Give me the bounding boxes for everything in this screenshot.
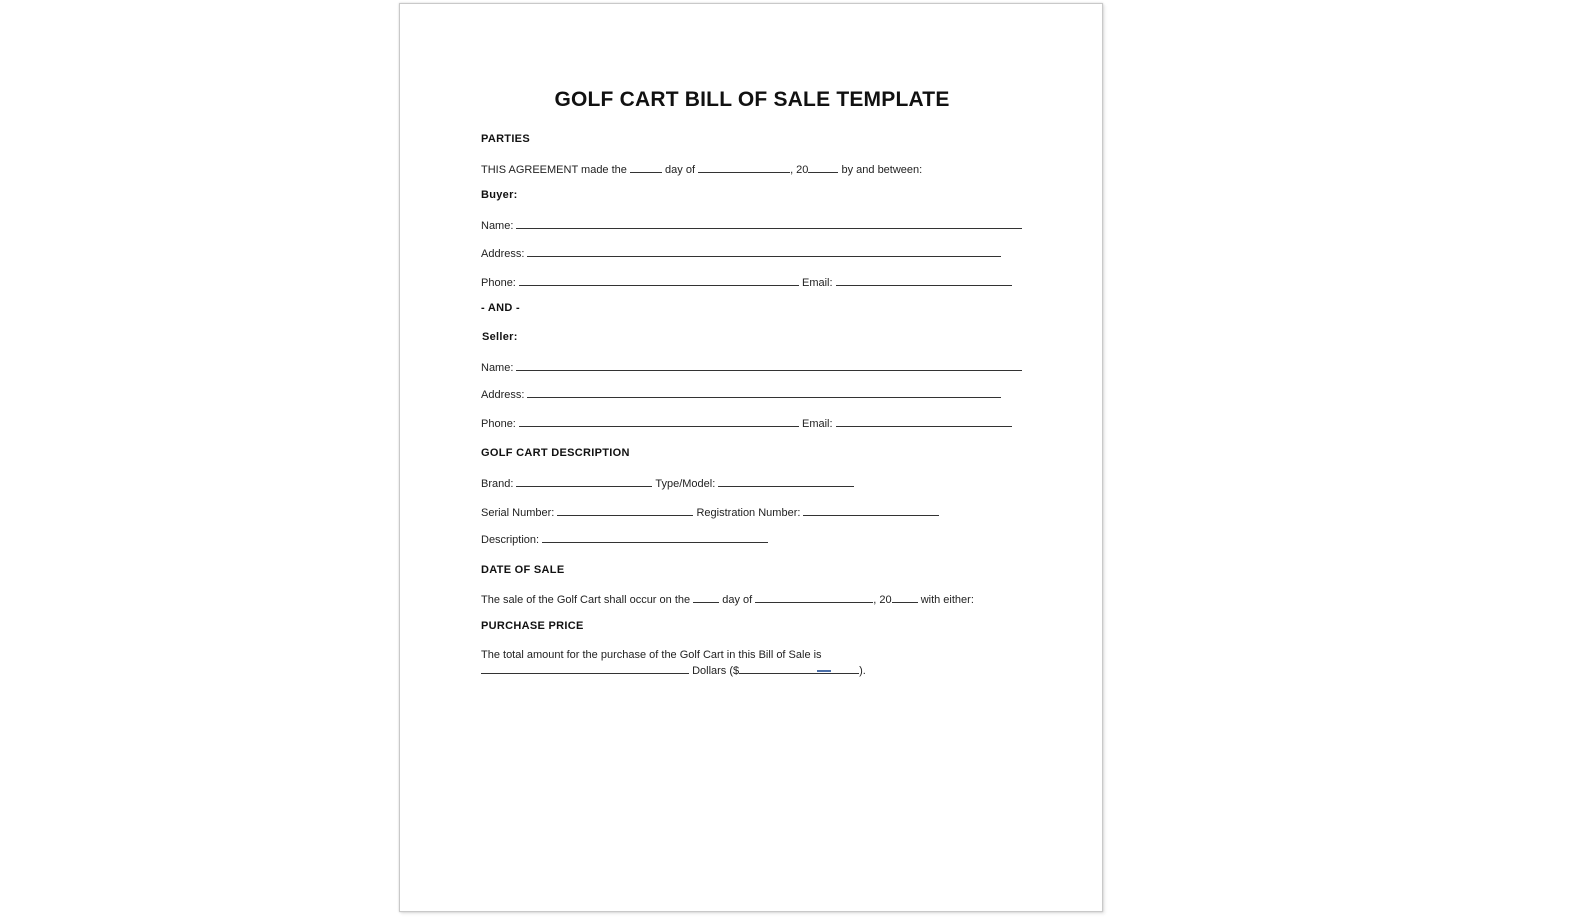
buyer-email-field[interactable] bbox=[836, 274, 1012, 286]
buyer-contact-line bbox=[481, 274, 1012, 290]
amount-number-field[interactable] bbox=[739, 662, 859, 674]
seller-name-field[interactable] bbox=[516, 359, 1022, 371]
dollars-label: Dollars ($ bbox=[692, 665, 740, 677]
date-of-sale-heading: DATE OF SALE bbox=[481, 564, 565, 576]
description-field[interactable] bbox=[542, 531, 768, 543]
document-title: GOLF CART BILL OF SALE TEMPLATE bbox=[554, 88, 950, 111]
brand-label: Brand: bbox=[481, 478, 514, 490]
agreement-year-prefix: , 20 bbox=[790, 164, 809, 176]
buyer-email-label: Email: bbox=[802, 277, 833, 289]
seller-address-line bbox=[481, 386, 1001, 402]
agreement-day-of: day of bbox=[665, 164, 695, 176]
seller-phone-label: Phone: bbox=[481, 418, 516, 430]
seller-email-label: Email: bbox=[802, 418, 833, 430]
brand-model-line bbox=[481, 475, 854, 491]
seller-phone-field[interactable] bbox=[519, 415, 799, 427]
sale-date-line bbox=[481, 591, 974, 607]
description-label: Description: bbox=[481, 534, 540, 546]
agreement-year-field[interactable] bbox=[808, 161, 838, 173]
sale-date-suffix: with either: bbox=[920, 594, 974, 606]
buyer-address-field[interactable] bbox=[527, 245, 1001, 257]
sale-day-of: day of bbox=[722, 594, 753, 606]
agreement-day-field[interactable] bbox=[630, 161, 662, 173]
type-model-field[interactable] bbox=[718, 475, 854, 487]
and-separator: - AND - bbox=[481, 302, 520, 314]
purchase-price-heading: PURCHASE PRICE bbox=[481, 620, 584, 632]
seller-address-label: Address: bbox=[481, 389, 525, 401]
buyer-phone-label: Phone: bbox=[481, 277, 516, 289]
seller-address-field[interactable] bbox=[527, 386, 1001, 398]
buyer-name-label: Name: bbox=[481, 220, 514, 232]
purchase-price-amount-line bbox=[481, 662, 866, 678]
purchase-price-text: The total amount for the purchase of the Golf Cart in this Bill of Sale is bbox=[481, 649, 822, 661]
buyer-name-field[interactable] bbox=[516, 217, 1022, 229]
type-model-label: Type/Model: bbox=[655, 478, 716, 490]
sale-year-prefix: , 20 bbox=[873, 594, 892, 606]
registration-label: Registration Number: bbox=[696, 507, 801, 519]
seller-name-line bbox=[481, 359, 1022, 375]
sale-month-field[interactable] bbox=[755, 591, 873, 603]
buyer-phone-field[interactable] bbox=[519, 274, 799, 286]
buyer-address-line bbox=[481, 245, 1001, 261]
brand-field[interactable] bbox=[516, 475, 652, 487]
serial-registration-line bbox=[481, 504, 939, 520]
seller-email-field[interactable] bbox=[836, 415, 1012, 427]
seller-name-label: Name: bbox=[481, 362, 514, 374]
buyer-name-line bbox=[481, 217, 1022, 233]
sale-date-prefix: The sale of the Golf Cart shall occur on the bbox=[481, 594, 691, 606]
amount-close: ). bbox=[859, 665, 866, 677]
agreement-line bbox=[481, 161, 922, 177]
parties-heading: PARTIES bbox=[481, 133, 530, 145]
buyer-label: Buyer: bbox=[481, 189, 518, 201]
agreement-month-field[interactable] bbox=[698, 161, 790, 173]
agreement-suffix: by and between: bbox=[841, 164, 923, 176]
document-page bbox=[399, 3, 1103, 912]
registration-field[interactable] bbox=[803, 504, 939, 516]
seller-contact-line bbox=[481, 415, 1012, 431]
sale-day-field[interactable] bbox=[693, 591, 719, 603]
description-line bbox=[481, 531, 768, 547]
serial-label: Serial Number: bbox=[481, 507, 555, 519]
amount-words-field[interactable] bbox=[481, 662, 689, 674]
description-heading: GOLF CART DESCRIPTION bbox=[481, 447, 630, 459]
sale-year-field[interactable] bbox=[892, 591, 918, 603]
seller-label: Seller: bbox=[482, 331, 518, 343]
serial-field[interactable] bbox=[557, 504, 693, 516]
agreement-prefix: THIS AGREEMENT made the bbox=[481, 164, 627, 176]
buyer-address-label: Address: bbox=[481, 248, 525, 260]
